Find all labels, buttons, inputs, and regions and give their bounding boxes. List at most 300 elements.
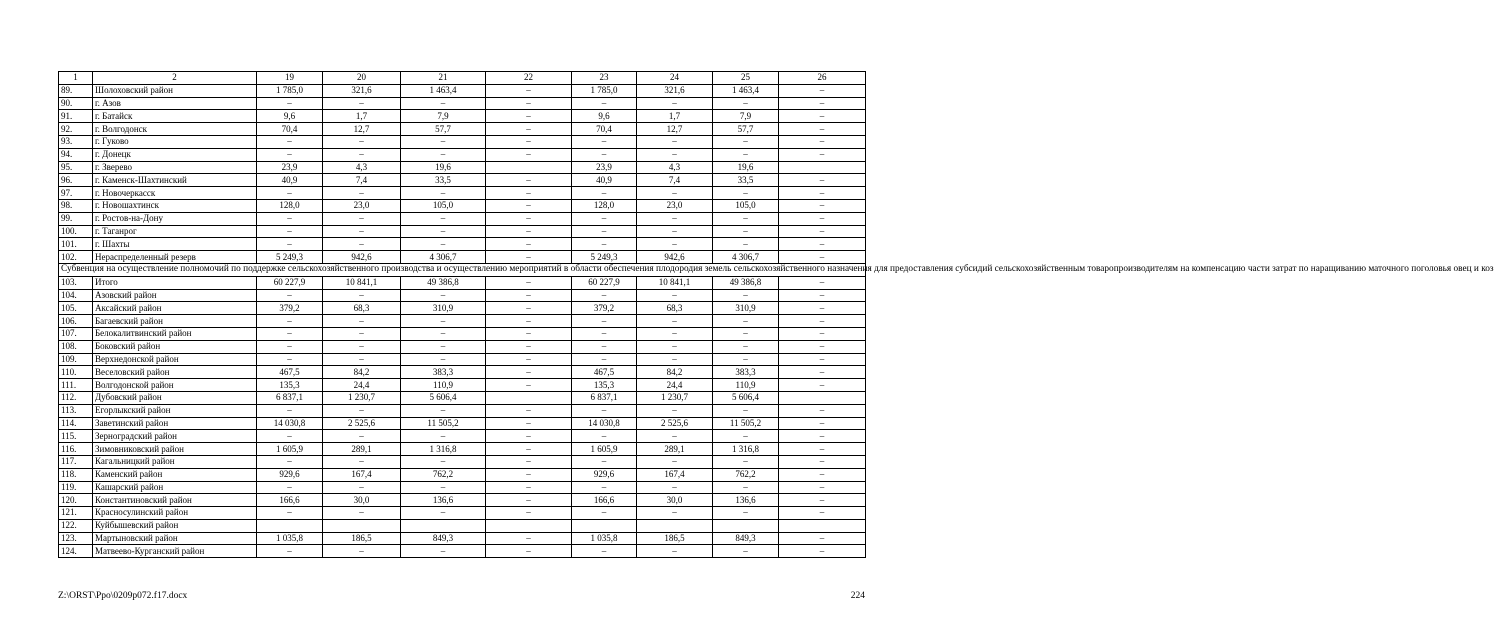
value-cell: – [713, 187, 779, 200]
value-cell: 186,5 [637, 532, 713, 545]
table-row [59, 302, 866, 315]
value-cell: 1 785,0 [257, 84, 323, 97]
value-cell: – [486, 353, 572, 366]
value-cell: – [572, 315, 637, 328]
value-cell: 110,9 [713, 379, 779, 392]
table-row [59, 545, 866, 558]
value-cell: – [779, 123, 866, 136]
value-cell: – [257, 148, 323, 161]
value-cell: 310,9 [401, 302, 486, 315]
value-cell: – [572, 148, 637, 161]
row-number-cell: 121. [59, 507, 93, 520]
value-cell: – [572, 212, 637, 225]
value-cell: – [257, 430, 323, 443]
row-label-cell: Волгодонской район [93, 379, 257, 392]
value-cell: – [323, 455, 401, 468]
value-cell: 6 837,1 [257, 391, 323, 404]
value-cell: 9,6 [257, 110, 323, 123]
row-label-cell: г. Зверево [93, 161, 257, 174]
row-number-cell: 91. [59, 110, 93, 123]
row-number-cell: 89. [59, 84, 93, 97]
value-cell: – [257, 212, 323, 225]
row-number-cell: 113. [59, 404, 93, 417]
value-cell: 14 030,8 [257, 417, 323, 430]
value-cell: 12,7 [323, 123, 401, 136]
value-cell: – [486, 212, 572, 225]
row-label-cell: г. Волгодонск [93, 123, 257, 136]
value-cell: – [637, 97, 713, 110]
value-cell: 4 306,7 [713, 251, 779, 264]
row-number-cell: 122. [59, 519, 93, 532]
table-row [59, 123, 866, 136]
value-cell: – [323, 97, 401, 110]
row-number-cell: 95. [59, 161, 93, 174]
value-cell: 289,1 [637, 443, 713, 456]
data-table [58, 71, 1494, 558]
row-label-cell: Кашарский район [93, 481, 257, 494]
value-cell: – [323, 507, 401, 520]
row-number-cell: 119. [59, 481, 93, 494]
value-cell: – [779, 315, 866, 328]
row-label-cell: Константиновский район [93, 494, 257, 507]
value-cell: 167,4 [323, 468, 401, 481]
value-cell: 7,9 [401, 110, 486, 123]
value-cell: – [401, 187, 486, 200]
value-cell: 4,3 [637, 161, 713, 174]
table-row [59, 494, 866, 507]
value-cell: 19,6 [401, 161, 486, 174]
value-cell: – [779, 404, 866, 417]
row-number-cell: 106. [59, 315, 93, 328]
value-cell: 24,4 [323, 379, 401, 392]
table-row [59, 238, 866, 251]
row-number-cell: 99. [59, 212, 93, 225]
table-row [59, 161, 866, 174]
value-cell: 105,0 [401, 199, 486, 212]
value-cell: 49 386,8 [401, 276, 486, 289]
row-label-cell: Азовский район [93, 289, 257, 302]
value-cell: – [572, 238, 637, 251]
value-cell: 49 386,8 [713, 276, 779, 289]
value-cell: 5 606,4 [401, 391, 486, 404]
value-cell: 105,0 [713, 199, 779, 212]
table-row [59, 379, 866, 392]
value-cell: – [401, 315, 486, 328]
value-cell: – [486, 238, 572, 251]
row-number-cell: 98. [59, 199, 93, 212]
row-number-cell: 120. [59, 494, 93, 507]
value-cell: 379,2 [572, 302, 637, 315]
table-row [59, 391, 866, 404]
value-cell: – [323, 430, 401, 443]
value-cell: – [486, 481, 572, 494]
value-cell: 10 841,1 [323, 276, 401, 289]
value-cell: – [637, 404, 713, 417]
value-cell: – [323, 340, 401, 353]
row-number-cell: 90. [59, 97, 93, 110]
value-cell: – [486, 84, 572, 97]
value-cell: 5 606,4 [713, 391, 779, 404]
table-row [59, 366, 866, 379]
row-number-cell: 112. [59, 391, 93, 404]
value-cell: – [637, 238, 713, 251]
value-cell: 128,0 [572, 199, 637, 212]
row-label-cell: Багаевский район [93, 315, 257, 328]
table-row [59, 174, 866, 187]
value-cell: – [779, 212, 866, 225]
table-row [59, 404, 866, 417]
value-cell: 762,2 [401, 468, 486, 481]
row-number-cell: 102. [59, 251, 93, 264]
value-cell: 762,2 [713, 468, 779, 481]
row-label-cell: Аксайский район [93, 302, 257, 315]
value-cell: – [572, 455, 637, 468]
value-cell: – [779, 84, 866, 97]
value-cell: – [486, 315, 572, 328]
value-cell: – [713, 212, 779, 225]
value-cell: – [257, 455, 323, 468]
row-number-cell: 109. [59, 353, 93, 366]
value-cell: – [713, 225, 779, 238]
value-cell: – [486, 276, 572, 289]
value-cell: – [572, 404, 637, 417]
value-cell: 23,9 [257, 161, 323, 174]
value-cell [637, 519, 713, 532]
row-number-cell: 92. [59, 123, 93, 136]
value-cell: – [779, 340, 866, 353]
value-cell: – [486, 110, 572, 123]
row-label-cell: Заветинский район [93, 417, 257, 430]
value-cell: 128,0 [257, 199, 323, 212]
value-cell: – [486, 225, 572, 238]
value-cell: – [401, 327, 486, 340]
value-cell: – [779, 302, 866, 315]
value-cell: – [779, 276, 866, 289]
value-cell: – [486, 199, 572, 212]
value-cell: – [637, 187, 713, 200]
row-number-cell: 104. [59, 289, 93, 302]
value-cell: – [486, 507, 572, 520]
value-cell: 30,0 [637, 494, 713, 507]
table-row [59, 327, 866, 340]
value-cell: – [401, 430, 486, 443]
value-cell: 1,7 [637, 110, 713, 123]
value-cell: – [486, 545, 572, 558]
row-number-cell: 94. [59, 148, 93, 161]
row-number-cell: 103. [59, 276, 93, 289]
table-body [59, 72, 1494, 558]
footer-file-path: Z:\ORST\Ppo\0209p072.f17.docx [58, 591, 188, 601]
row-number-cell: 123. [59, 532, 93, 545]
value-cell: 60 227,9 [257, 276, 323, 289]
value-cell: – [779, 238, 866, 251]
value-cell: 849,3 [713, 532, 779, 545]
value-cell: – [486, 123, 572, 136]
value-cell: 70,4 [257, 123, 323, 136]
value-cell: 1 605,9 [572, 443, 637, 456]
value-cell: 33,5 [713, 174, 779, 187]
row-number-cell: 96. [59, 174, 93, 187]
value-cell: – [779, 455, 866, 468]
value-cell [572, 519, 637, 532]
value-cell: 467,5 [257, 366, 323, 379]
value-cell: 19,6 [713, 161, 779, 174]
value-cell: – [713, 404, 779, 417]
value-cell: – [779, 532, 866, 545]
value-cell: – [572, 545, 637, 558]
row-label-cell: Верхнедонской район [93, 353, 257, 366]
value-cell: 68,3 [323, 302, 401, 315]
row-label-cell: Каменский район [93, 468, 257, 481]
value-cell: 24,4 [637, 379, 713, 392]
value-cell: – [779, 507, 866, 520]
row-label-cell: г. Новошахтинск [93, 199, 257, 212]
value-cell: – [637, 148, 713, 161]
value-cell: – [637, 289, 713, 302]
row-label-cell: г. Донецк [93, 148, 257, 161]
table-row [59, 315, 866, 328]
value-cell: 11 505,2 [401, 417, 486, 430]
row-number-cell: 101. [59, 238, 93, 251]
value-cell: – [779, 417, 866, 430]
value-cell: – [779, 251, 866, 264]
value-cell [779, 161, 866, 174]
value-cell: – [713, 353, 779, 366]
value-cell: 57,7 [401, 123, 486, 136]
value-cell: – [323, 187, 401, 200]
value-cell: – [572, 430, 637, 443]
value-cell: – [713, 315, 779, 328]
table-row [59, 353, 866, 366]
value-cell: 942,6 [323, 251, 401, 264]
value-cell: – [257, 327, 323, 340]
value-cell: – [779, 289, 866, 302]
row-number-cell: 107. [59, 327, 93, 340]
value-cell: – [637, 225, 713, 238]
value-cell: – [713, 455, 779, 468]
value-cell: – [713, 148, 779, 161]
table-row [59, 84, 866, 97]
value-cell: 2 525,6 [323, 417, 401, 430]
value-cell: – [637, 481, 713, 494]
table-row [59, 148, 866, 161]
value-cell: 6 837,1 [572, 391, 637, 404]
table-row [59, 212, 866, 225]
page-number: 224 [850, 591, 865, 601]
row-label-cell: г. Ростов-на-Дону [93, 212, 257, 225]
value-cell: – [257, 97, 323, 110]
value-cell: – [572, 353, 637, 366]
table-row [59, 481, 866, 494]
row-number-cell: 111. [59, 379, 93, 392]
value-cell: – [257, 315, 323, 328]
header-row [59, 72, 866, 85]
value-cell: – [572, 97, 637, 110]
row-number-cell: 97. [59, 187, 93, 200]
table-row [59, 430, 866, 443]
value-cell: – [257, 135, 323, 148]
value-cell: – [323, 238, 401, 251]
value-cell: – [486, 251, 572, 264]
row-label-cell: г. Таганрог [93, 225, 257, 238]
value-cell: – [779, 353, 866, 366]
value-cell: – [486, 468, 572, 481]
row-label-cell: Нераспределенный резерв [93, 251, 257, 264]
value-cell: 310,9 [713, 302, 779, 315]
value-cell: – [486, 174, 572, 187]
value-cell: – [401, 289, 486, 302]
value-cell: 14 030,8 [572, 417, 637, 430]
value-cell: – [323, 148, 401, 161]
value-cell: 942,6 [637, 251, 713, 264]
value-cell: 379,2 [257, 302, 323, 315]
row-label-cell: Шолоховский район [93, 84, 257, 97]
value-cell: – [779, 148, 866, 161]
value-cell: – [779, 110, 866, 123]
header-cell: 25 [713, 72, 779, 85]
value-cell: 60 227,9 [572, 276, 637, 289]
row-label-cell: Кагальницкий район [93, 455, 257, 468]
row-label-cell: Красносулинский район [93, 507, 257, 520]
value-cell: 136,6 [401, 494, 486, 507]
value-cell: – [572, 187, 637, 200]
value-cell: 7,4 [323, 174, 401, 187]
row-number-cell: 100. [59, 225, 93, 238]
row-number-cell: 124. [59, 545, 93, 558]
table-row [59, 97, 866, 110]
value-cell: – [486, 289, 572, 302]
value-cell: – [637, 507, 713, 520]
value-cell: – [323, 327, 401, 340]
table-row [59, 225, 866, 238]
value-cell: – [486, 135, 572, 148]
value-cell: 135,3 [572, 379, 637, 392]
value-cell: – [572, 507, 637, 520]
row-number-cell: 108. [59, 340, 93, 353]
value-cell: – [323, 212, 401, 225]
value-cell: – [257, 353, 323, 366]
value-cell: – [779, 379, 866, 392]
header-cell: 1 [59, 72, 93, 85]
value-cell: – [486, 187, 572, 200]
value-cell: 383,3 [713, 366, 779, 379]
value-cell: – [713, 289, 779, 302]
value-cell: 1 316,8 [401, 443, 486, 456]
value-cell: – [401, 340, 486, 353]
value-cell: – [486, 532, 572, 545]
value-cell: 4 306,7 [401, 251, 486, 264]
value-cell: 289,1 [323, 443, 401, 456]
value-cell: – [257, 404, 323, 417]
row-label-cell: Зимовниковский район [93, 443, 257, 456]
value-cell: – [713, 238, 779, 251]
row-number-cell: 117. [59, 455, 93, 468]
value-cell: 321,6 [637, 84, 713, 97]
header-cell: 21 [401, 72, 486, 85]
value-cell: 186,5 [323, 532, 401, 545]
value-cell: – [257, 481, 323, 494]
row-number-cell: 115. [59, 430, 93, 443]
row-label-cell: Куйбышевский район [93, 519, 257, 532]
value-cell: – [401, 97, 486, 110]
value-cell: – [323, 404, 401, 417]
row-label-cell: г. Новочеркасск [93, 187, 257, 200]
value-cell: – [779, 187, 866, 200]
section-caption-row [59, 263, 866, 276]
header-cell: 2 [93, 72, 257, 85]
header-cell: 19 [257, 72, 323, 85]
value-cell: 12,7 [637, 123, 713, 136]
value-cell: 1 605,9 [257, 443, 323, 456]
value-cell: – [572, 135, 637, 148]
value-cell: – [257, 187, 323, 200]
value-cell: – [257, 507, 323, 520]
value-cell: – [713, 545, 779, 558]
value-cell: – [572, 481, 637, 494]
value-cell: 7,9 [713, 110, 779, 123]
value-cell: – [713, 430, 779, 443]
section-caption: Субвенция на осуществление полномочий по поддержке сельскохозяйственного производства и осуществлению мероприятий в области обеспечения плодородия земель сельскохозяйственного назначения для предоставления субсидий сельскохозяйственным товаропроизводителям на компенсацию части затрат по наращиванию маточного поголовья овец и коз [59, 263, 866, 276]
table-row [59, 532, 866, 545]
row-number-cell: 118. [59, 468, 93, 481]
table-row [59, 468, 866, 481]
value-cell: 84,2 [323, 366, 401, 379]
value-cell: – [486, 366, 572, 379]
header-cell: 20 [323, 72, 401, 85]
table-row [59, 251, 866, 264]
value-cell [323, 519, 401, 532]
table-row [59, 135, 866, 148]
value-cell: – [779, 481, 866, 494]
value-cell: – [486, 494, 572, 507]
row-label-cell: г. Каменск-Шахтинский [93, 174, 257, 187]
value-cell: 1 785,0 [572, 84, 637, 97]
value-cell: – [486, 430, 572, 443]
value-cell [257, 519, 323, 532]
table-row [59, 199, 866, 212]
row-number-cell: 110. [59, 366, 93, 379]
row-label-cell: Белокалитвинский район [93, 327, 257, 340]
value-cell [779, 391, 866, 404]
table-row [59, 519, 866, 532]
row-label-cell: Зерноградский район [93, 430, 257, 443]
value-cell: – [401, 212, 486, 225]
value-cell: 1 230,7 [637, 391, 713, 404]
row-label-cell: г. Шахты [93, 238, 257, 251]
value-cell [486, 161, 572, 174]
table-row [59, 276, 866, 289]
value-cell: 23,0 [637, 199, 713, 212]
value-cell: – [486, 417, 572, 430]
value-cell: 929,6 [572, 468, 637, 481]
value-cell: – [572, 289, 637, 302]
value-cell: 84,2 [637, 366, 713, 379]
value-cell: – [401, 545, 486, 558]
value-cell: – [779, 199, 866, 212]
value-cell: 166,6 [257, 494, 323, 507]
value-cell: – [486, 404, 572, 417]
value-cell: – [257, 340, 323, 353]
value-cell: – [401, 238, 486, 251]
value-cell: – [779, 174, 866, 187]
value-cell: – [637, 315, 713, 328]
value-cell: – [486, 302, 572, 315]
value-cell: 929,6 [257, 468, 323, 481]
table-row [59, 417, 866, 430]
value-cell: – [257, 289, 323, 302]
value-cell: – [637, 327, 713, 340]
value-cell: 110,9 [401, 379, 486, 392]
